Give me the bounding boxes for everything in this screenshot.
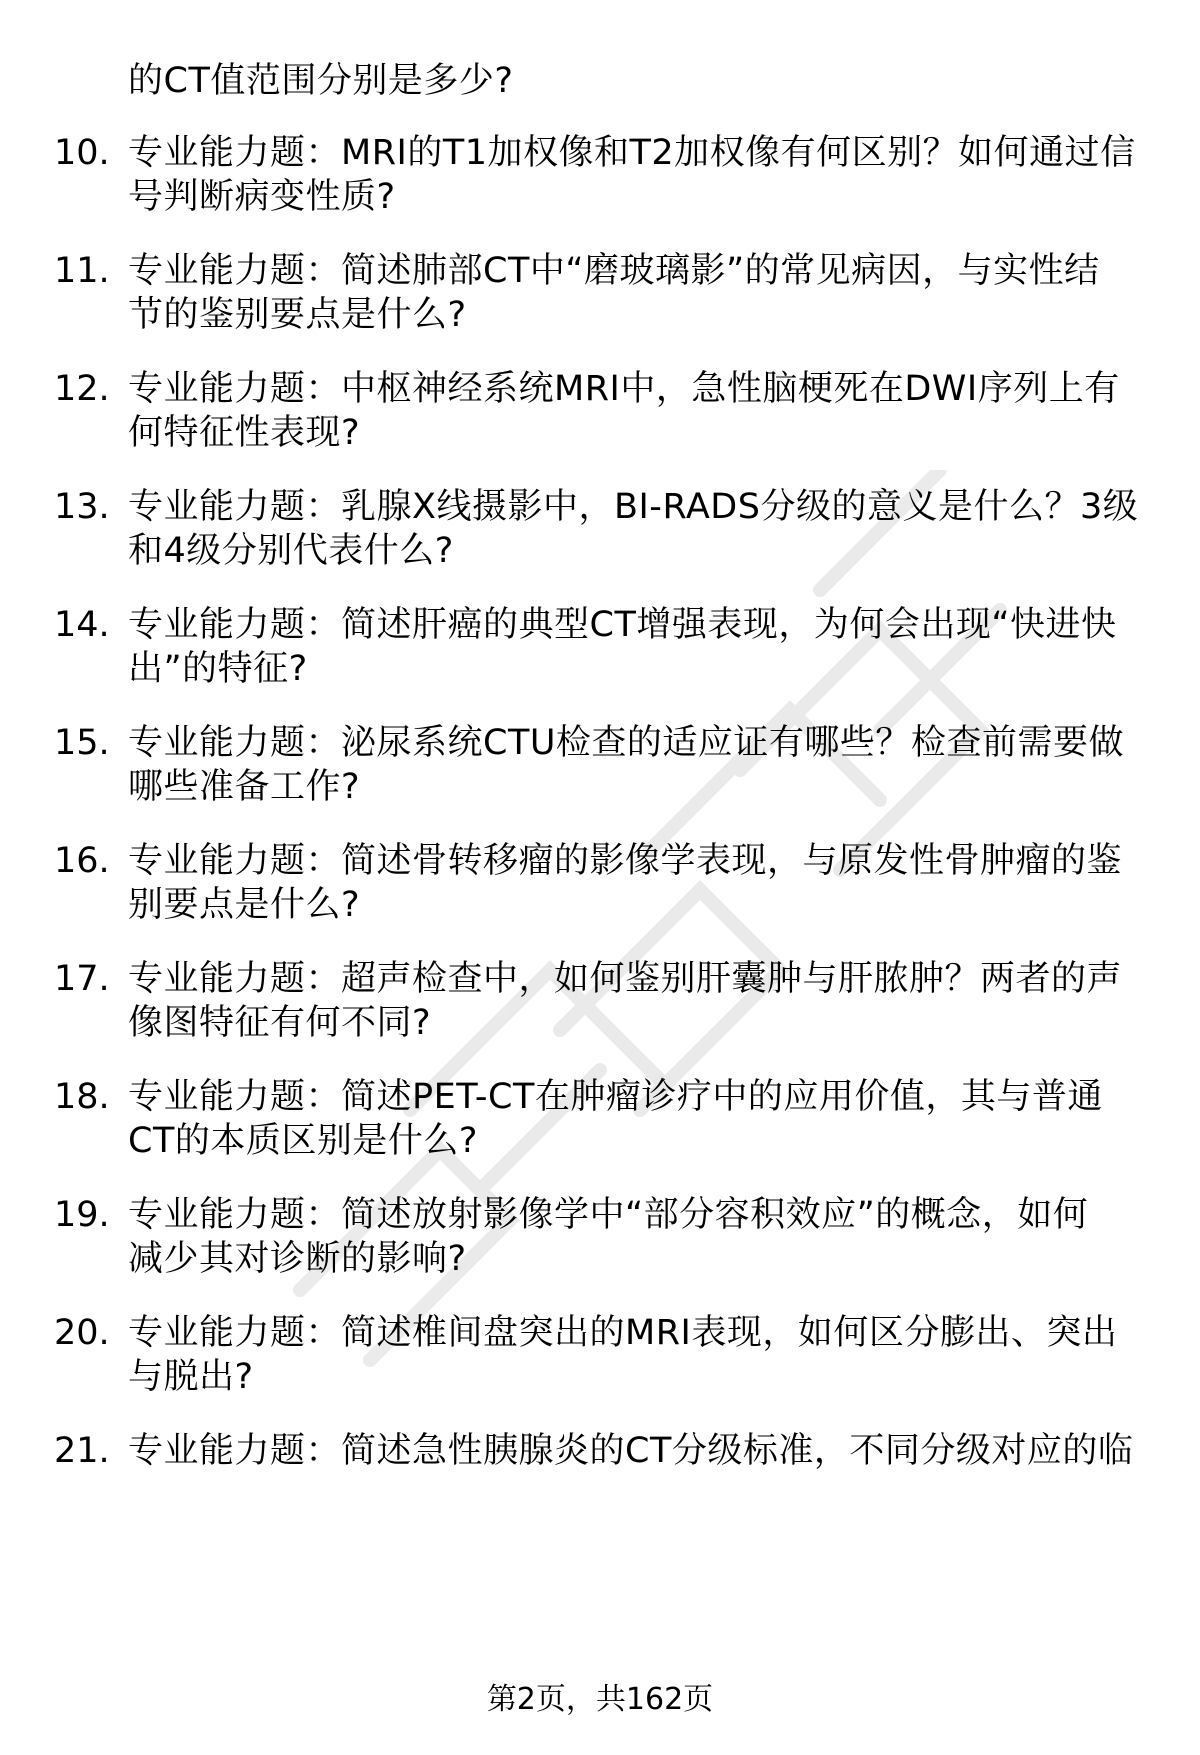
question-text-cont: 何特征性表现? <box>128 413 361 453</box>
question-text-cont: 哪些准备工作? <box>128 767 361 807</box>
question-text-cont: 和4级分别代表什么? <box>128 531 454 571</box>
question-text-cont: 别要点是什么? <box>128 885 361 925</box>
question-text-cont: CT的本质区别是什么? <box>128 1121 478 1161</box>
question-text: 专业能力题：超声检查中，如何鉴别肝囊肿与肝脓肿？两者的声 <box>128 959 1123 999</box>
question-text: 专业能力题：简述PET-CT在肿瘤诊疗中的应用价值，其与普通 <box>128 1077 1103 1117</box>
question-number: 11. <box>54 251 110 291</box>
question-number: 13. <box>54 487 110 527</box>
question-text-cont: 像图特征有何不同? <box>128 1003 432 1043</box>
question-text: 专业能力题：简述骨转移瘤的影像学表现，与原发性骨肿瘤的鉴 <box>128 841 1123 881</box>
question-text-cont: 出”的特征? <box>128 649 308 689</box>
question-number: 10. <box>54 133 110 173</box>
question-text: 专业能力题：乳腺X线摄影中，BI-RADS分级的意义是什么？3级 <box>128 487 1139 527</box>
question-text-cont: 与脱出? <box>128 1357 254 1397</box>
question-text: 专业能力题：简述放射影像学中“部分容积效应”的概念，如何 <box>128 1195 1089 1235</box>
question-text-cont: 号判断病变性质? <box>128 177 396 217</box>
question-text-cont: 节的鉴别要点是什么? <box>128 295 467 335</box>
question-text-cont: 减少其对诊断的影响? <box>128 1239 467 1279</box>
question-number: 21. <box>54 1431 110 1471</box>
question-text: 专业能力题：简述肺部CT中“磨玻璃影”的常见病因，与实性结 <box>128 251 1100 291</box>
question-text: 专业能力题：简述椎间盘突出的MRI表现，如何区分膨出、突出 <box>128 1313 1118 1353</box>
question-number: 20. <box>54 1313 110 1353</box>
question-text: 专业能力题：MRI的T1加权像和T2加权像有何区别？如何通过信 <box>128 133 1136 173</box>
question-number: 14. <box>54 605 110 645</box>
question-text: 专业能力题：简述肝癌的典型CT增强表现，为何会出现“快进快 <box>128 605 1117 645</box>
question-number: 17. <box>54 959 110 999</box>
question-number: 12. <box>54 369 110 409</box>
question-text: 专业能力题：中枢神经系统MRI中，急性脑梗死在DWI序列上有 <box>128 369 1120 409</box>
question-text: 专业能力题：泌尿系统CTU检查的适应证有哪些？检查前需要做 <box>128 723 1124 763</box>
continuation-line: 的CT值范围分别是多少? <box>128 61 514 101</box>
question-number: 16. <box>54 841 110 881</box>
question-number: 19. <box>54 1195 110 1235</box>
question-number: 18. <box>54 1077 110 1117</box>
page-footer: 第2页，共162页 <box>486 1682 714 1717</box>
question-text: 专业能力题：简述急性胰腺炎的CT分级标准，不同分级对应的临 <box>128 1431 1134 1471</box>
question-number: 15. <box>54 723 110 763</box>
